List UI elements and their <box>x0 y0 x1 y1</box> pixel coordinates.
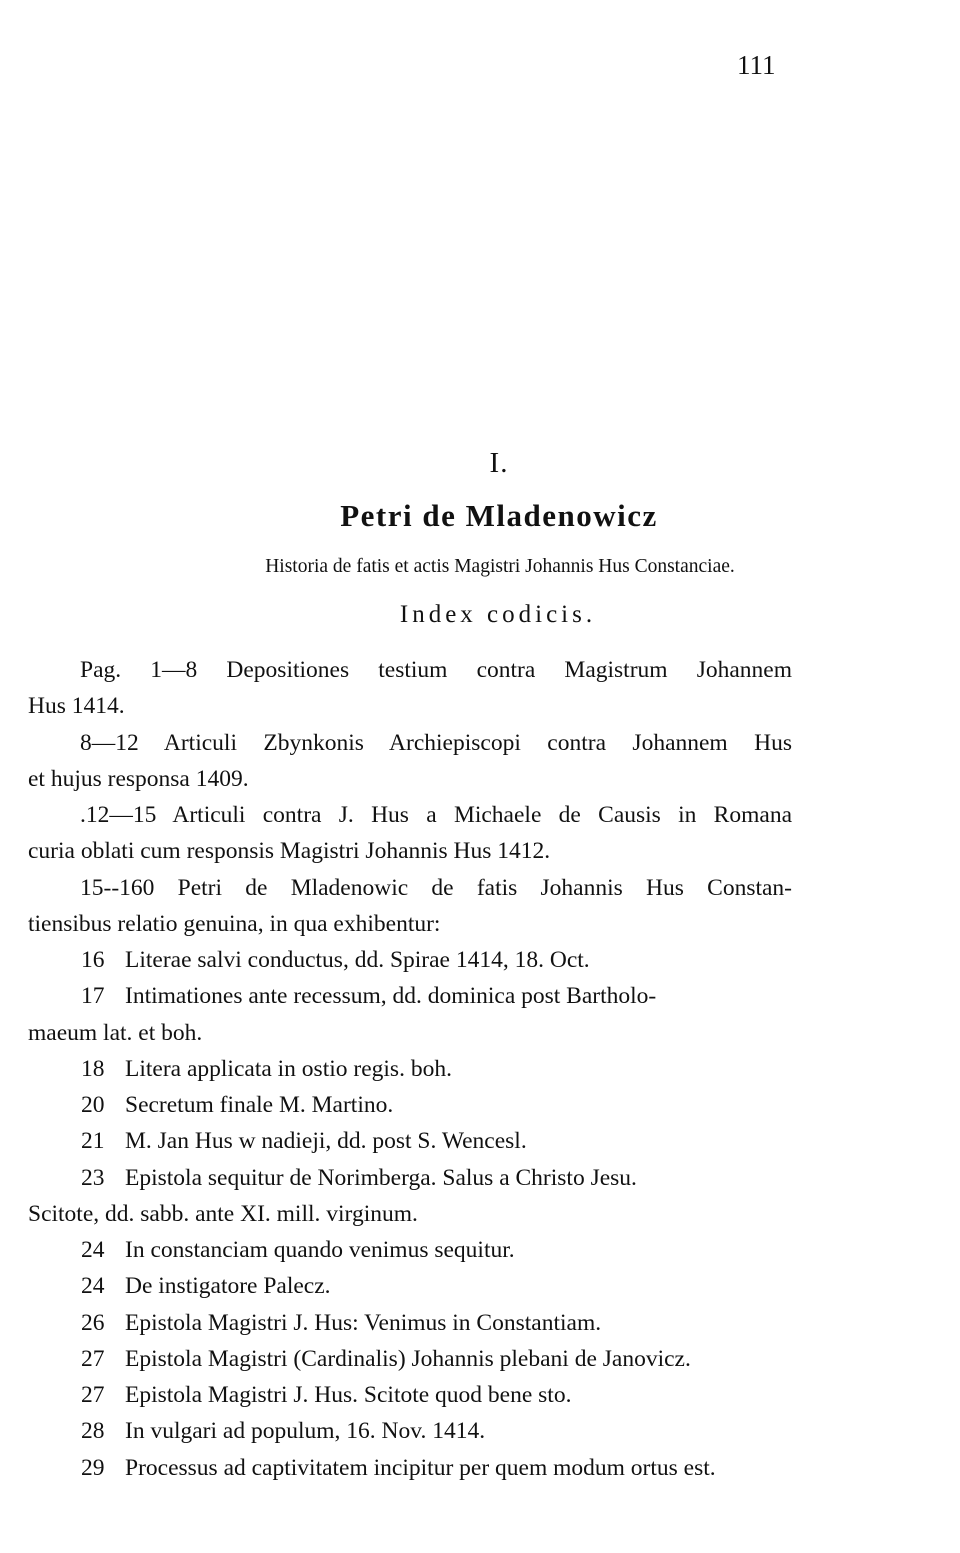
index-entry <box>28 978 792 1014</box>
index-entry <box>28 1341 792 1377</box>
index-line: Hus 1414. <box>28 693 125 720</box>
index-line: tiensibus relatio genuina, in qua exhibentur: <box>28 910 441 937</box>
entry-text: Scitote, dd. sabb. ante XI. mill. virginum. <box>28 1200 418 1227</box>
index-entry <box>28 1087 792 1123</box>
index-line: Pag. 1—8 Depositiones testium contra Magistrum Johannem <box>80 657 792 683</box>
entry-text: Literae salvi conductus, dd. Spirae 1414, 18. Oct. <box>125 947 590 973</box>
index-entry <box>28 1232 792 1268</box>
index-entry <box>28 1051 792 1087</box>
index-line: .12—15 Articuli contra J. Hus a Michaele de Causis in Romana <box>80 802 792 828</box>
entry-page-number: 23 <box>81 1164 105 1191</box>
index-entry <box>28 1305 792 1341</box>
entry-text: Litera applicata in ostio regis. boh. <box>125 1055 452 1082</box>
entry-text: Intimationes ante recessum, dd. dominica post Bartholo- <box>125 983 657 1010</box>
index-entry <box>28 1450 792 1486</box>
entry-page-number: 26 <box>81 1309 105 1336</box>
page-number: 111 <box>737 50 776 80</box>
index-entry <box>28 1377 792 1413</box>
entry-page-number: 24 <box>81 1237 105 1263</box>
index-list <box>28 652 792 1486</box>
author-title: Petri de Mladenowicz <box>340 498 658 533</box>
entry-page-number: 24 <box>81 1273 105 1300</box>
entry-page-number: 28 <box>81 1418 105 1445</box>
index-entry-continuation <box>28 1015 792 1051</box>
index-entry <box>28 1413 792 1449</box>
index-entry <box>28 1268 792 1304</box>
entry-page-number: 20 <box>81 1092 105 1118</box>
work-title: Historia de fatis et actis Magistri Johannis Hus Constanciae. <box>265 556 735 577</box>
entry-text: maeum lat. et boh. <box>28 1019 203 1046</box>
index-heading: Index codicis. <box>399 601 597 628</box>
entry-text: Epistola Magistri J. Hus. Scitote quod bene sto. <box>125 1382 572 1408</box>
index-line: et hujus responsa 1409. <box>28 765 249 792</box>
section-numeral: I. <box>489 447 509 479</box>
entry-text: Processus ad captivitatem incipitur per quem modum ortus est. <box>125 1454 716 1481</box>
entry-page-number: 17 <box>81 983 105 1010</box>
entry-page-number: 29 <box>81 1454 105 1481</box>
index-line: 15--160 Petri de Mladenowic de fatis Johannis Hus Constan- <box>80 874 792 901</box>
index-line: 8—12 Articuli Zbynkonis Archiepiscopi contra Johannem Hus <box>80 729 792 756</box>
entry-page-number: 21 <box>81 1128 105 1155</box>
entry-text: Epistola Magistri (Cardinalis) Johannis plebani de Janovicz. <box>125 1345 691 1372</box>
entry-text: Secretum finale M. Martino. <box>125 1092 394 1118</box>
entry-text: De instigatore Palecz. <box>125 1273 331 1300</box>
entry-text: Epistola Magistri J. Hus: Venimus in Constantiam. <box>125 1309 602 1336</box>
index-entry <box>28 1160 792 1196</box>
index-entry <box>28 1123 792 1159</box>
entry-page-number: 16 <box>81 947 105 973</box>
index-line: curia oblati cum responsis Magistri Johannis Hus 1412. <box>28 838 551 865</box>
entry-page-number: 18 <box>81 1055 105 1082</box>
entry-text: In vulgari ad populum, 16. Nov. 1414. <box>125 1418 486 1445</box>
index-entry-continuation <box>28 1196 792 1232</box>
entry-page-number: 27 <box>81 1345 105 1372</box>
entry-text: Epistola sequitur de Norimberga. Salus a Christo Jesu. <box>125 1164 637 1191</box>
index-entry <box>28 942 792 978</box>
entry-text: M. Jan Hus w nadieji, dd. post S. Wencesl. <box>125 1128 527 1155</box>
entry-text: In constanciam quando venimus sequitur. <box>125 1237 515 1263</box>
entry-page-number: 27 <box>81 1382 105 1408</box>
